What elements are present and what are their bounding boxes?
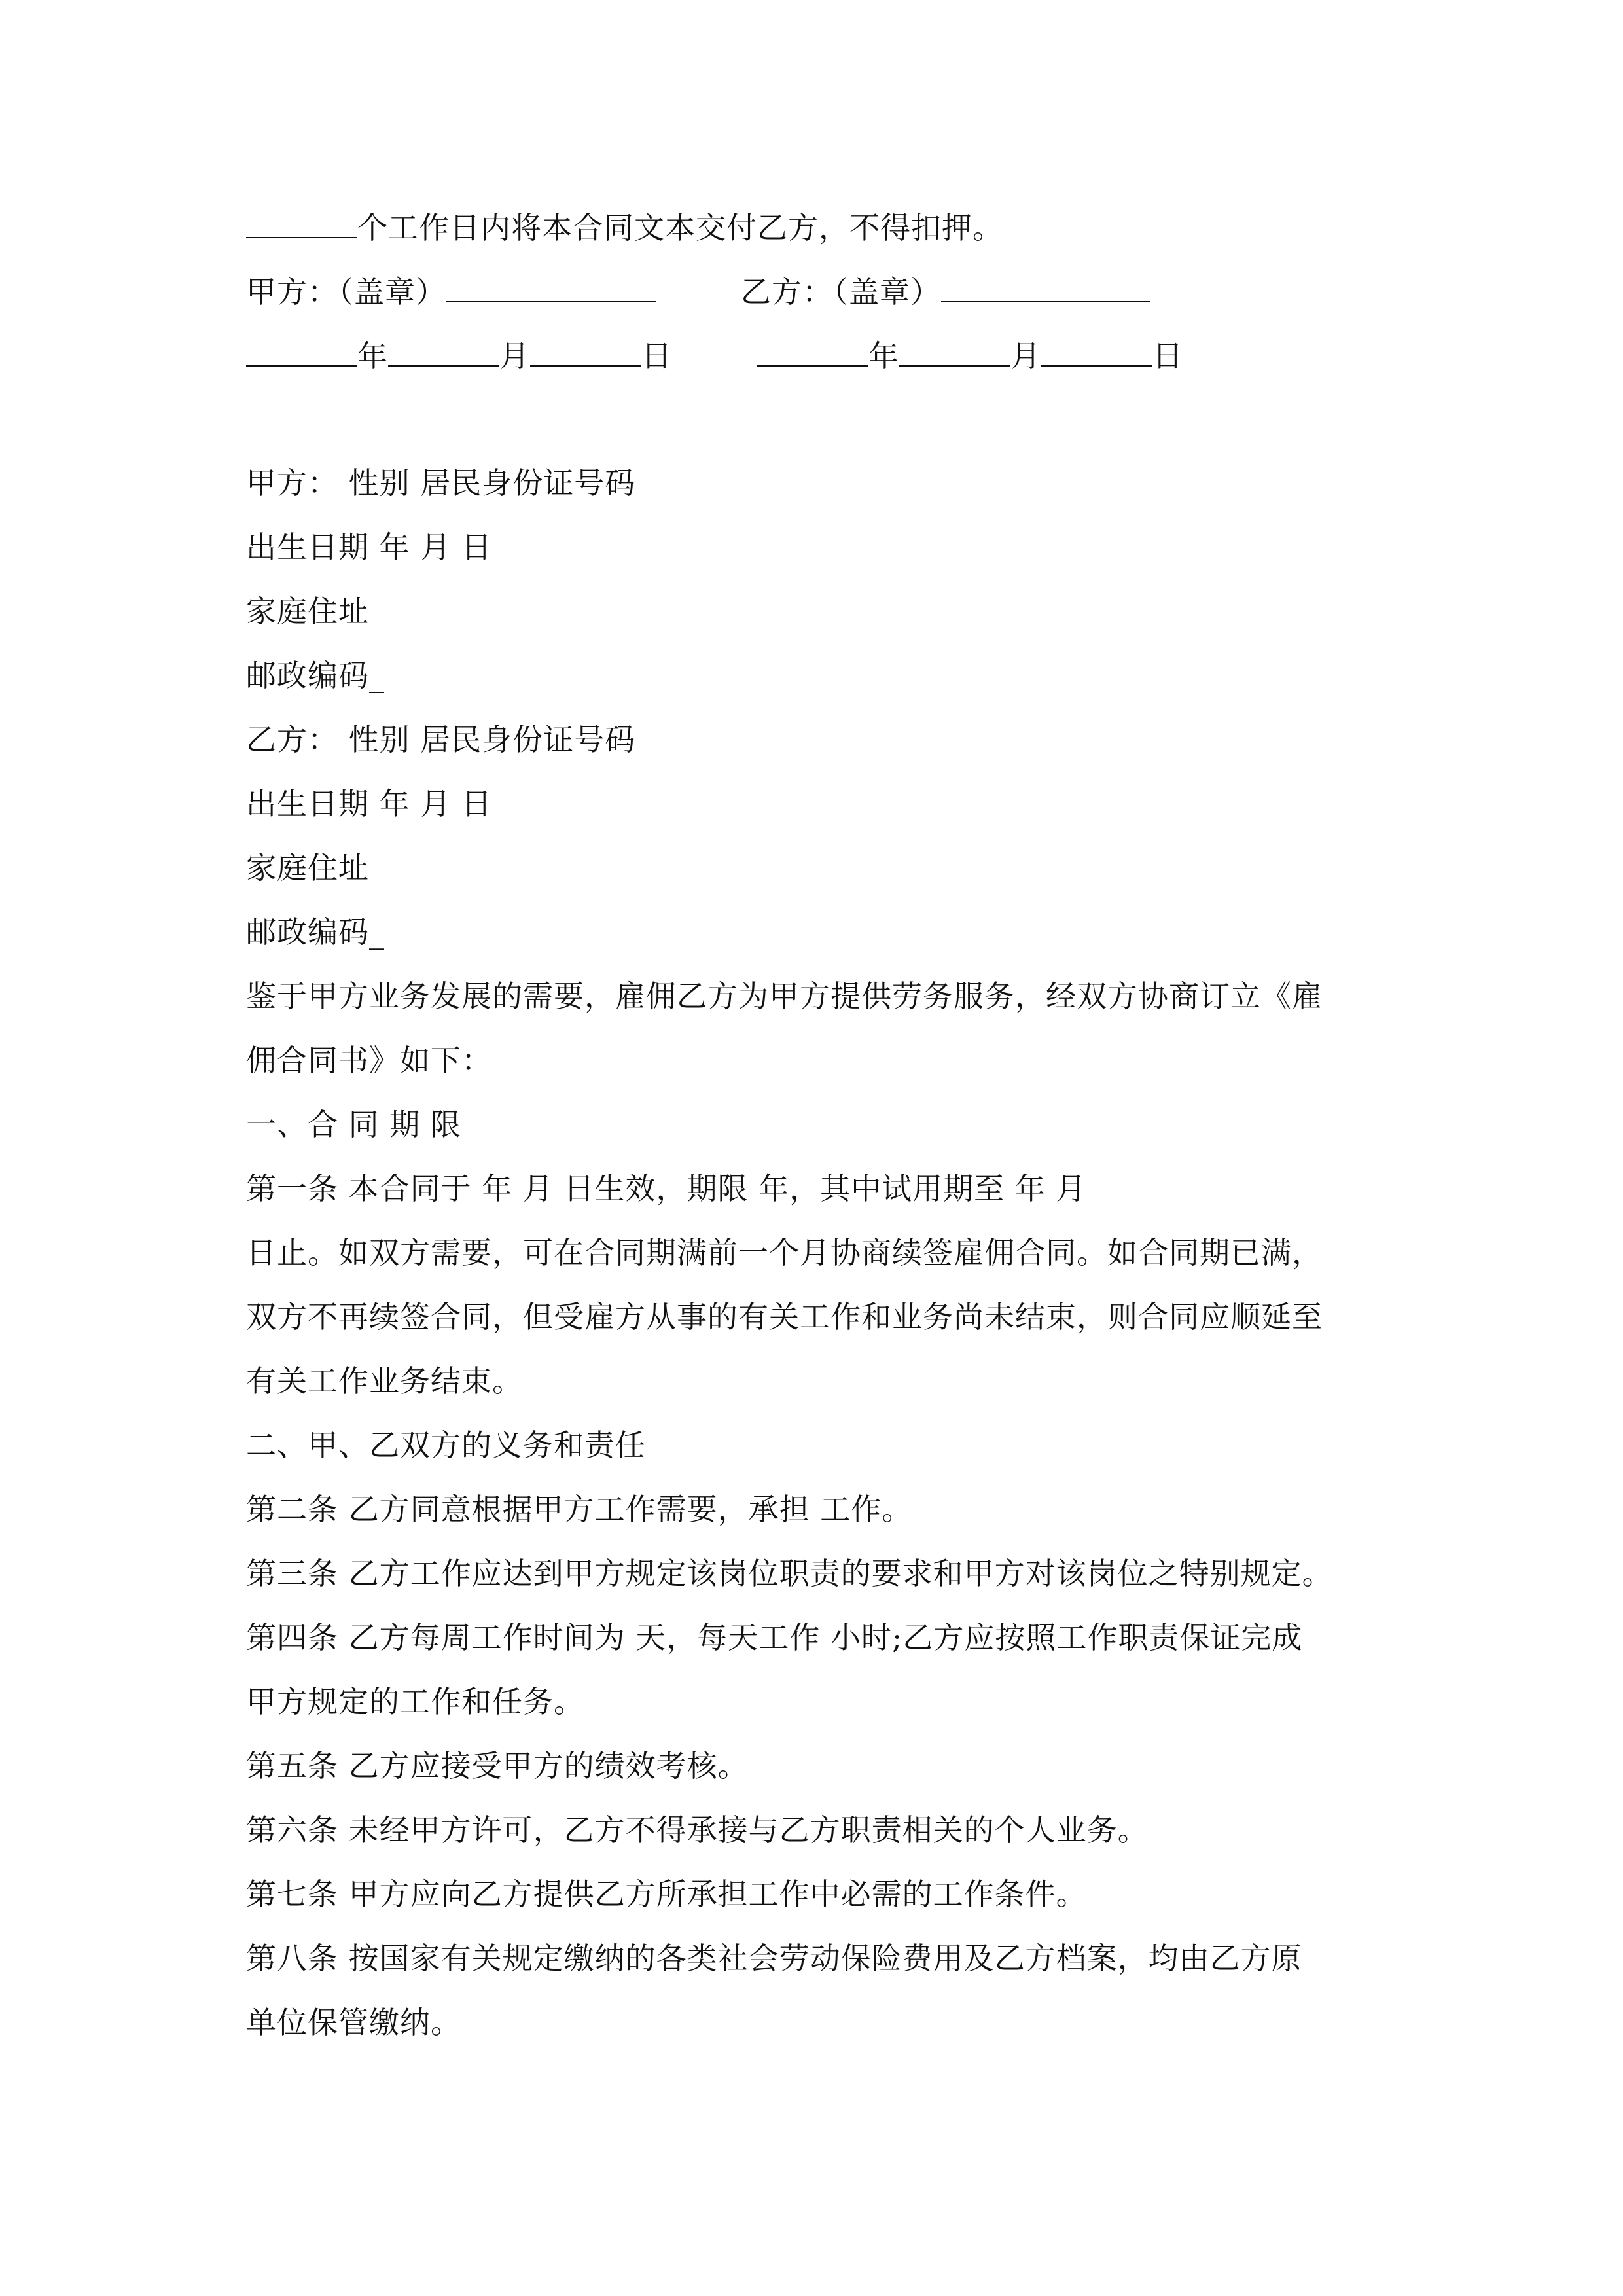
article-line: 有关工作业务结束。 — [246, 1363, 523, 1399]
article-line: 第五条 乙方应接受甲方的绩效考核。 — [246, 1748, 749, 1784]
party-a-seal-label: 甲方：（盖章） — [246, 274, 446, 310]
article-line: 甲方规定的工作和任务。 — [246, 1684, 584, 1719]
date-b-day-blank — [1041, 339, 1152, 367]
date-b-month: 月 — [1010, 338, 1041, 374]
days-blank — [246, 211, 357, 238]
article-line: 第四条 乙方每周工作时间为 天，每天工作 小时;乙方应按照工作职责保证完成 — [246, 1620, 1303, 1655]
party-b-seal-label: 乙方：（盖章） — [741, 274, 941, 310]
article-line: 第八条 按国家有关规定缴纳的各类社会劳动保险费用及乙方档案，均由乙方原 — [246, 1941, 1302, 1976]
date-b-month-blank — [899, 339, 1010, 367]
date-b-year-blank — [757, 339, 868, 367]
article-line: 单位保管缴纳。 — [246, 2005, 461, 2040]
date-a-year-blank — [246, 339, 357, 367]
date-a-day-blank — [530, 339, 641, 367]
party-b-address: 家庭住址 — [246, 850, 369, 886]
date-a-year: 年 — [357, 338, 388, 374]
date-b-year: 年 — [868, 338, 899, 374]
party-a-postcode: 邮政编码_ — [246, 658, 385, 693]
preamble-line: 佣合同书》如下： — [246, 1043, 492, 1078]
party-a-seal-blank — [446, 275, 656, 302]
date-a-month: 月 — [499, 338, 530, 374]
date-a-month-blank — [388, 339, 499, 367]
article-line: 第七条 甲方应向乙方提供乙方所承担工作中必需的工作条件。 — [246, 1876, 1087, 1912]
party-b-postcode: 邮政编码_ — [246, 914, 385, 950]
article-line: 第二条 乙方同意根据甲方工作需要，承担 工作。 — [246, 1492, 913, 1527]
article-line: 日止。如双方需要，可在合同期满前一个月协商续签雇佣合同。如合同期已满， — [246, 1235, 1323, 1270]
party-a-address: 家庭住址 — [246, 594, 369, 629]
party-b-birth: 出生日期 年 月 日 — [246, 786, 492, 821]
date-b-day: 日 — [1152, 338, 1183, 374]
party-a-birth: 出生日期 年 月 日 — [246, 529, 492, 565]
delivery-text: 个工作日内将本合同文本交付乙方，不得扣押。 — [357, 210, 1003, 245]
section-1-heading: 一、合 同 期 限 — [246, 1107, 461, 1142]
seal-line — [246, 272, 1150, 312]
section-2-heading: 二、甲、乙双方的义务和责任 — [246, 1427, 646, 1463]
article-line: 第六条 未经甲方许可，乙方不得承接与乙方职责相关的个人业务。 — [246, 1812, 1149, 1848]
article-line: 第三条 乙方工作应达到甲方规定该岗位职责的要求和甲方对该岗位之特别规定。 — [246, 1556, 1333, 1591]
party-a-line: 甲方： 性别 居民身份证号码 — [246, 465, 636, 501]
date-line — [246, 336, 1183, 376]
party-b-seal-blank — [941, 275, 1150, 302]
preamble-line: 鉴于甲方业务发展的需要，雇佣乙方为甲方提供劳务服务，经双方协商订立《雇 — [246, 978, 1323, 1014]
article-line: 双方不再续签合同，但受雇方从事的有关工作和业务尚未结束，则合同应顺延至 — [246, 1299, 1323, 1335]
party-b-line: 乙方： 性别 居民身份证号码 — [246, 722, 636, 757]
date-a-day: 日 — [641, 338, 672, 374]
delivery-line — [246, 208, 1003, 247]
article-line: 第一条 本合同于 年 月 日生效，期限 年，其中试用期至 年 月 — [246, 1171, 1087, 1206]
